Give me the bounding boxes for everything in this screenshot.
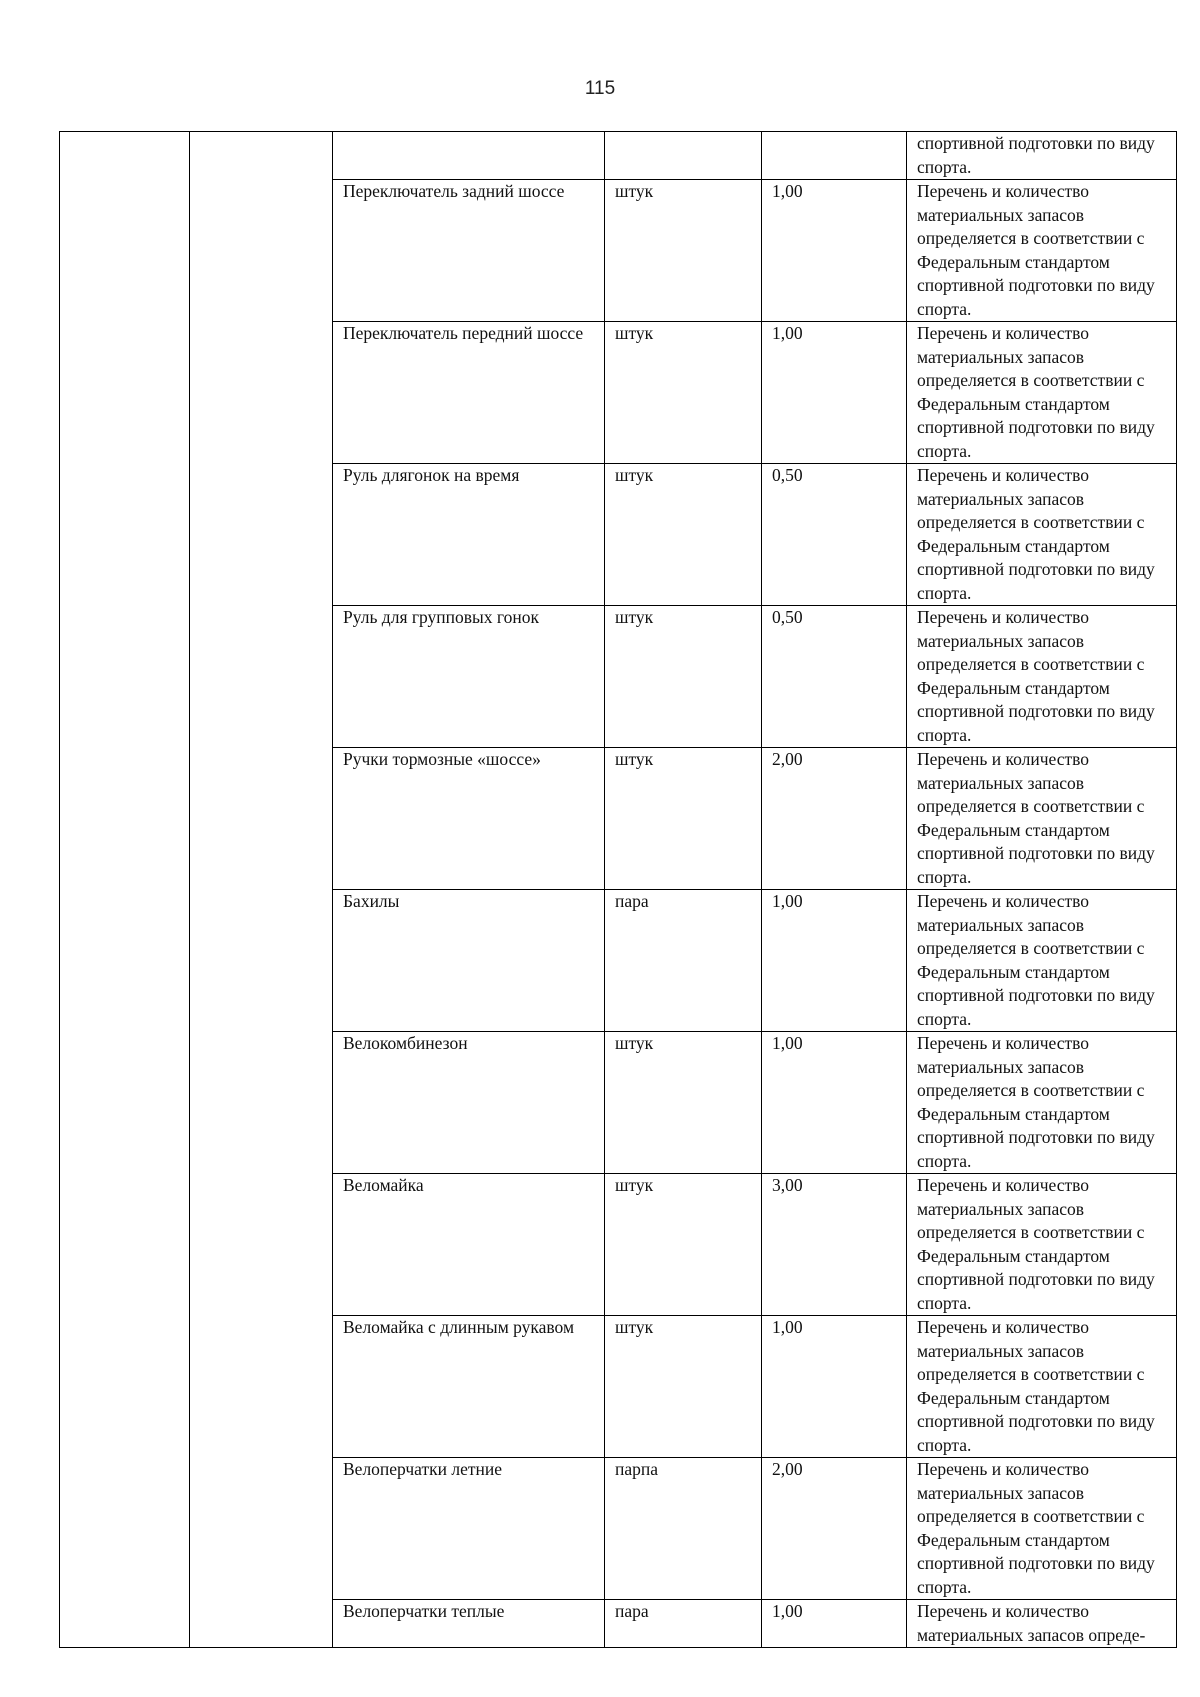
quantity-cell: 1,00 <box>762 1600 907 1648</box>
unit-cell: штук <box>605 748 762 890</box>
note-cell: Перечень и количество материальных запасов определяется в соответствии с Федеральным стандартом спортивной подготовки по виду спорта. <box>907 748 1177 890</box>
quantity-cell: 0,50 <box>762 464 907 606</box>
item-name-cell: Веломайка с длинным рукавом <box>333 1316 605 1458</box>
unit-cell: пара <box>605 1600 762 1648</box>
merged-cell-col1 <box>60 132 190 1648</box>
unit-cell: штук <box>605 1316 762 1458</box>
item-name-cell: Велоперчатки теплые <box>333 1600 605 1648</box>
item-name-cell: Бахилы <box>333 890 605 1032</box>
note-cell: Перечень и количество материальных запасов определяется в соответствии с Федеральным стандартом спортивной подготовки по виду спорта. <box>907 180 1177 322</box>
note-cell: Перечень и количество материальных запасов определяется в соответствии с Федеральным стандартом спортивной подготовки по виду спорта. <box>907 1316 1177 1458</box>
note-cell: Перечень и количество материальных запасов определяется в соответствии с Федеральным стандартом спортивной подготовки по виду спорта. <box>907 1458 1177 1600</box>
note-cell: Перечень и количество материальных запасов определяется в соответствии с Федеральным стандартом спортивной подготовки по виду спорта. <box>907 322 1177 464</box>
quantity-cell <box>762 132 907 180</box>
equipment-table <box>59 131 1177 1648</box>
quantity-cell: 2,00 <box>762 1458 907 1600</box>
unit-cell: штук <box>605 1032 762 1174</box>
note-cell: Перечень и количество материальных запасов определяется в соответствии с Федеральным стандартом спортивной подготовки по виду спорта. <box>907 1032 1177 1174</box>
quantity-cell: 1,00 <box>762 322 907 464</box>
table-row <box>60 132 1177 180</box>
note-cell: Перечень и количество материальных запасов определяется в соответствии с Федеральным стандартом спортивной подготовки по виду спорта. <box>907 464 1177 606</box>
item-name-cell: Переключатель задний шоссе <box>333 180 605 322</box>
unit-cell: пара <box>605 890 762 1032</box>
item-name-cell <box>333 132 605 180</box>
unit-cell: штук <box>605 464 762 606</box>
unit-cell: штук <box>605 180 762 322</box>
item-name-cell: Руль длягонок на время <box>333 464 605 606</box>
quantity-cell: 2,00 <box>762 748 907 890</box>
unit-cell: штук <box>605 322 762 464</box>
quantity-cell: 1,00 <box>762 890 907 1032</box>
quantity-cell: 0,50 <box>762 606 907 748</box>
merged-cell-col2 <box>190 132 333 1648</box>
unit-cell: штук <box>605 606 762 748</box>
item-name-cell: Веломайка <box>333 1174 605 1316</box>
unit-cell: штук <box>605 1174 762 1316</box>
quantity-cell: 3,00 <box>762 1174 907 1316</box>
page-number: 115 <box>584 78 616 99</box>
quantity-cell: 1,00 <box>762 1316 907 1458</box>
item-name-cell: Переключатель передний шоссе <box>333 322 605 464</box>
quantity-cell: 1,00 <box>762 180 907 322</box>
quantity-cell: 1,00 <box>762 1032 907 1174</box>
item-name-cell: Велоперчатки летние <box>333 1458 605 1600</box>
note-cell: Перечень и количество материальных запасов определяется в соответствии с Федеральным стандартом спортивной подготовки по виду спорта. <box>907 1174 1177 1316</box>
item-name-cell: Ручки тормозные «шоссе» <box>333 748 605 890</box>
item-name-cell: Велокомбинезон <box>333 1032 605 1174</box>
unit-cell <box>605 132 762 180</box>
note-cell: спортивной подготовки по виду спорта. <box>907 132 1177 180</box>
note-cell: Перечень и количество материальных запасов опреде- <box>907 1600 1177 1648</box>
note-cell: Перечень и количество материальных запасов определяется в соответствии с Федеральным стандартом спортивной подготовки по виду спорта. <box>907 606 1177 748</box>
item-name-cell: Руль для групповых гонок <box>333 606 605 748</box>
unit-cell: парпа <box>605 1458 762 1600</box>
note-cell: Перечень и количество материальных запасов определяется в соответствии с Федеральным стандартом спортивной подготовки по виду спорта. <box>907 890 1177 1032</box>
